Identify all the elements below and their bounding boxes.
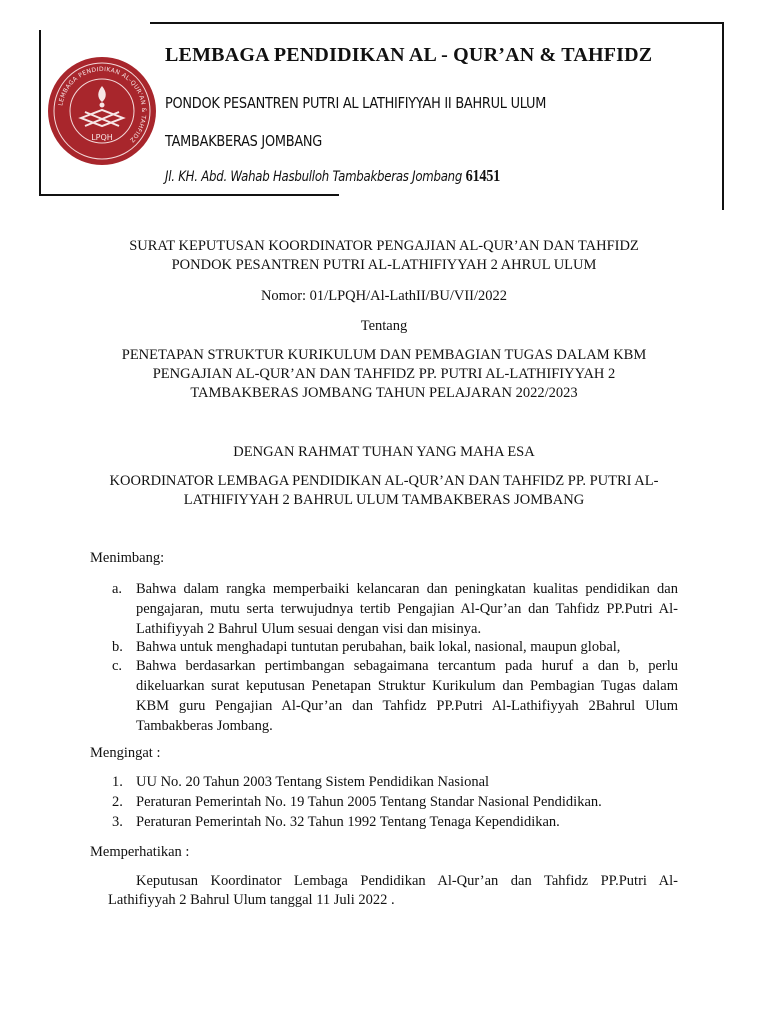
institution-name: LEMBAGA PENDIDIKAN AL - QUR’AN & TAHFIDZ	[165, 44, 653, 66]
issuer-line1: KOORDINATOR LEMBAGA PENDIDIKAN AL-QUR’AN DAN TAHFIDZ PP. PUTRI AL-	[109, 473, 659, 489]
city-name: TAMBAKBERAS JOMBANG	[165, 132, 323, 150]
menimbang-marker-a: a.	[112, 581, 123, 597]
postal-code: 61451	[465, 166, 501, 185]
blessing: DENGAN RAHMAT TUHAN YANG MAHA ESA	[233, 444, 535, 460]
mengingat-marker-3: 3.	[112, 814, 123, 830]
menimbang-label: Menimbang:	[90, 550, 165, 566]
pondok-name: PONDOK PESANTREN PUTRI AL LATHIFIYYAH II BAHRUL ULUM	[165, 94, 547, 112]
decree-title-line2: PONDOK PESANTREN PUTRI AL-LATHIFIYYAH 2 AHRUL ULUM	[171, 257, 597, 273]
decree-number: Nomor: 01/LPQH/Al-LathII/BU/VII/2022	[260, 288, 508, 304]
memperhatikan-line2: Lathifiyyah 2 Bahrul Ulum tanggal 11 Juli 2022 .	[108, 892, 395, 908]
address-street: Jl. KH. Abd. Wahab Hasbulloh Tambakberas Jombang	[165, 169, 463, 185]
menimbang-item-c: Bahwa berdasarkan pertimbangan sebagaimana tercantum pada huruf a dan b, perlu dikeluarkan surat keputusan Penetapan Struktur Kurikulum dan Pembagian Tugas dalam KBM guru Pengajian Al-Qur’an dan Tahfidz PP.Putri Al-Lathifiyyah 2Bahrul Ulum Tambakberas Jombang.	[136, 658, 678, 734]
menimbang-marker-b: b.	[112, 639, 123, 655]
svg-text:LPQH: LPQH	[91, 133, 113, 142]
subject-line1: PENETAPAN STRUKTUR KURIKULUM DAN PEMBAGIAN TUGAS DALAM KBM	[121, 347, 647, 363]
mengingat-item-2: Peraturan Pemerintah No. 19 Tahun 2005 Tentang Standar Nasional Pendidikan.	[136, 794, 602, 810]
lpqh-logo	[47, 56, 157, 166]
mengingat-marker-1: 1.	[112, 774, 123, 790]
menimbang-item-a: Bahwa dalam rangka memperbaiki kelancaran dan peningkatan kualitas pendidikan dan pengajaran, mutu serta terwujudnya tertib Pengajian Al-Qur’an dan Tahfidz PP.Putri Al-Lathifiyyah 2 Bahrul Ulum sesuai dengan visi dan misinya.	[136, 581, 678, 637]
subject-line2: PENGAJIAN AL-QUR’AN DAN TAHFIDZ PP. PUTRI AL-LATHIFIYYAH 2	[152, 366, 616, 382]
letterhead-border-right	[722, 22, 724, 210]
address	[165, 166, 500, 186]
mengingat-marker-2: 2.	[112, 794, 123, 810]
subject-line3: TAMBAKBERAS JOMBANG TAHUN PELAJARAN 2022/2023	[190, 385, 578, 401]
mengingat-item-3: Peraturan Pemerintah No. 32 Tahun 1992 Tentang Tenaga Kependidikan.	[136, 814, 560, 830]
memperhatikan-line1: Keputusan Koordinator Lembaga Pendidikan Al-Qur’an dan Tahfidz PP.Putri Al-	[136, 873, 678, 889]
decree-about: Tentang	[360, 318, 408, 334]
memperhatikan-label: Memperhatikan :	[90, 844, 190, 860]
mengingat-label: Mengingat :	[90, 745, 161, 761]
letterhead-border-top	[150, 22, 724, 24]
mengingat-item-1: UU No. 20 Tahun 2003 Tentang Sistem Pendidikan Nasional	[136, 774, 490, 790]
letterhead-border-bottom	[39, 194, 339, 196]
issuer-line2: LATHIFIYYAH 2 BAHRUL ULUM TAMBAKBERAS JOMBANG	[183, 492, 585, 508]
svg-text:LEMBAGA PENDIDIKAN AL-QUR'AN &: LEMBAGA PENDIDIKAN AL-QUR'AN & TAHFIDZ	[57, 65, 148, 144]
decree-title-line1: SURAT KEPUTUSAN KOORDINATOR PENGAJIAN AL-QUR’AN DAN TAHFIDZ	[129, 238, 639, 254]
menimbang-marker-c: c.	[112, 658, 123, 674]
letterhead-border-left	[39, 30, 41, 195]
menimbang-item-b: Bahwa untuk menghadapi tuntutan perubahan, baik lokal, nasional, maupun global,	[136, 639, 621, 655]
